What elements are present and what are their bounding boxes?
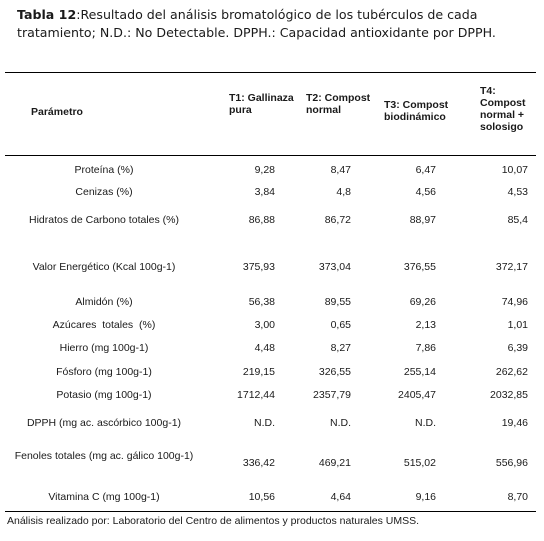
row-t1: 56,38 (248, 296, 275, 308)
row-t4: 556,96 (495, 457, 528, 469)
header-t1: T1: Gallinaza pura (229, 92, 294, 116)
row-t4: 2032,85 (490, 389, 528, 401)
row-t3: 515,02 (403, 457, 436, 469)
row-t4: 19,46 (501, 417, 528, 429)
row-t2: 469,21 (318, 457, 351, 469)
row-t3: 9,16 (415, 491, 436, 503)
table-footnote: Análisis realizado por: Laboratorio del Centro de alimentos y productos naturales UMSS. (7, 515, 420, 527)
header-param: Parámetro (31, 106, 83, 118)
row-t3: 376,55 (403, 261, 436, 273)
row-param: DPPH (mg ac. ascórbico 100g-1) (26, 417, 182, 429)
table-caption-text: :Resultado del análisis bromatológico de los tubérculos de cada tratamiento; N.D.: No Detectable. DPPH.: Capacidad antioxidante por DPPH. (17, 7, 496, 40)
row-param: Fósforo (mg 100g-1) (56, 366, 152, 378)
table-bottom-rule (5, 511, 536, 512)
row-t2: 8,47 (330, 164, 351, 176)
row-t3: N.D. (415, 417, 436, 429)
row-t1: 9,28 (254, 164, 275, 176)
row-t2: 86,72 (324, 214, 351, 226)
row-t1: N.D. (254, 417, 275, 429)
header-t3: T3: Compost biodinámico (384, 99, 449, 123)
row-t4: 372,17 (495, 261, 528, 273)
row-param: Cenizas (%) (75, 186, 133, 198)
row-t1: 3,84 (254, 186, 275, 198)
row-t4: 10,07 (501, 164, 528, 176)
row-t3: 2,13 (415, 319, 436, 331)
row-t3: 6,47 (415, 164, 436, 176)
row-t3: 4,56 (415, 186, 436, 198)
row-t3: 255,14 (403, 366, 436, 378)
row-param: Vitamina C (mg 100g-1) (48, 491, 160, 503)
row-t1: 4,48 (254, 342, 275, 354)
row-param: Azúcares totales (%) (52, 319, 156, 331)
row-t3: 7,86 (415, 342, 436, 354)
row-t1: 219,15 (242, 366, 275, 378)
row-t3: 69,26 (409, 296, 436, 308)
row-t1: 375,93 (242, 261, 275, 273)
row-param: Potasio (mg 100g-1) (56, 389, 152, 401)
row-param: Almidón (%) (75, 296, 133, 308)
row-t4: 6,39 (507, 342, 528, 354)
row-t3: 88,97 (409, 214, 436, 226)
table-top-rule (5, 72, 536, 73)
row-t4: 4,53 (507, 186, 528, 198)
header-t4: T4: Compost normal + solosigo (480, 85, 526, 133)
row-t4: 262,62 (495, 366, 528, 378)
table-caption (17, 6, 522, 42)
row-t4: 85,4 (507, 214, 528, 226)
row-param: Hidratos de Carbono totales (%) (29, 214, 179, 226)
row-t1: 3,00 (254, 319, 275, 331)
row-param: Hierro (mg 100g-1) (59, 342, 149, 354)
row-t2: 4,8 (336, 186, 351, 198)
table-caption-label: Tabla 12 (17, 7, 77, 22)
row-param: Proteína (%) (74, 164, 134, 176)
row-param: Fenoles totales (mg ac. gálico 100g-1) (14, 450, 194, 462)
row-param: Valor Energético (Kcal 100g-1) (32, 261, 176, 273)
row-t4: 8,70 (507, 491, 528, 503)
row-t2: 4,64 (330, 491, 351, 503)
row-t1: 86,88 (248, 214, 275, 226)
row-t2: 373,04 (318, 261, 351, 273)
row-t1: 1712,44 (237, 389, 275, 401)
row-t1: 336,42 (242, 457, 275, 469)
row-t2: 2357,79 (313, 389, 351, 401)
row-t2: 89,55 (324, 296, 351, 308)
row-t3: 2405,47 (398, 389, 436, 401)
row-t2: 326,55 (318, 366, 351, 378)
header-bottom-rule (5, 155, 536, 156)
row-t2: 0,65 (330, 319, 351, 331)
row-t4: 1,01 (507, 319, 528, 331)
row-t2: N.D. (330, 417, 351, 429)
row-t1: 10,56 (248, 491, 275, 503)
row-t2: 8,27 (330, 342, 351, 354)
row-t4: 74,96 (501, 296, 528, 308)
header-t2: T2: Compost normal (306, 92, 371, 116)
